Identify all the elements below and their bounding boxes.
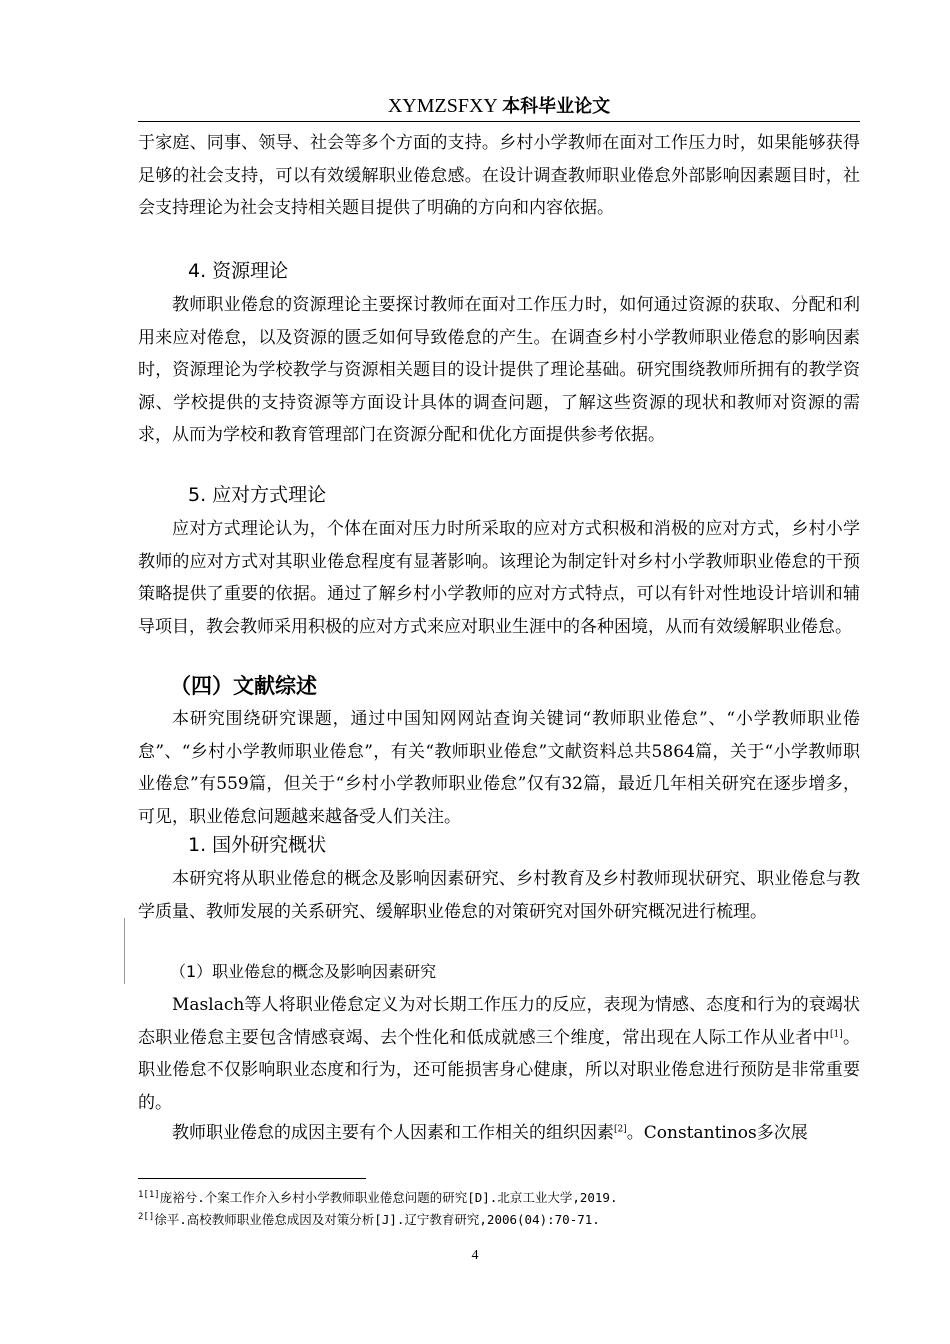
paragraph-causes-text: 教师职业倦怠的成因主要有个人因素和工作相关的组织因素	[172, 1123, 614, 1143]
paragraph-coping-theory: 应对方式理论认为，个体在面对压力时所采取的应对方式积极和消极的应对方式，乡村小学教师的应对方式对其职业倦怠程度有显著影响。该理论为制定针对乡村小学教师职业倦怠的干预策略提供了重要的依据。通过了解乡村小学教师的应对方式特点，可以有针对性地设计培训和辅导项目，教会教师采用积极的应对方式来应对职业生涯中的各种困境，从而有效缓解职业倦怠。	[138, 519, 860, 637]
footnote-1-text: 庞裕兮.个案工作介入乡村小学教师职业倦怠问题的研究[D].北京工业大学,2019.	[159, 1190, 618, 1205]
heading-coping-theory: 5. 应对方式理论	[188, 484, 327, 506]
paragraph-social-support: 于家庭、同事、领导、社会等多个方面的支持。乡村小学教师在面对工作压力时，如果能够获得足够的社会支持，可以有效缓解职业倦怠感。在设计调查教师职业倦怠外部影响因素题目时，社会支持理论为社会支持相关题目提供了明确的方向和内容依据。	[138, 133, 860, 219]
subheading-concept-factors: （1）职业倦怠的概念及影响因素研究	[170, 962, 437, 981]
footnote-1	[138, 1189, 860, 1207]
paragraph-causes	[138, 1117, 860, 1150]
footnote-1-mark: 1[1]	[138, 1189, 160, 1200]
page-header	[138, 92, 860, 121]
paragraph-resource-theory: 教师职业倦怠的资源理论主要探讨教师在面对工作压力时，如何通过资源的获取、分配和利用来应对倦怠，以及资源的匮乏如何导致倦怠的产生。在调查乡村小学教师职业倦怠的影响因素时，资源理论为学校教学与资源相关题目的设计提供了理论基础。研究围绕教师所拥有的教学资源、学校提供的支持资源等方面设计具体的调查问题，了解这些资源的现状和教师对资源的需求，从而为学校和教育管理部门在资源分配和优化方面提供参考依据。	[138, 295, 860, 446]
header-divider	[138, 121, 860, 122]
paragraph-foreign-research: 本研究将从职业倦怠的概念及影响因素研究、乡村教育及乡村教师现状研究、职业倦怠与教学质量、教师发展的关系研究、缓解职业倦怠的对策研究对国外研究概况进行梳理。	[138, 869, 860, 922]
footnote-2	[138, 1211, 860, 1229]
heading-resource-theory: 4. 资源理论	[188, 260, 289, 282]
section-heading-literature-review: （四）文献综述	[170, 674, 317, 698]
footnote-2-mark: 2[]	[138, 1211, 155, 1222]
footnote-2-text: 徐平.高校教师职业倦怠成因及对策分析[J].辽宁教育研究,2006(04):70-71.	[154, 1212, 600, 1227]
footnote-separator	[138, 1178, 366, 1179]
header-title: 本科毕业论文	[502, 96, 611, 117]
paragraph-maslach	[138, 989, 860, 1119]
paragraph-maslach-text: Maslach等人将职业倦怠定义为对长期工作压力的反应，表现为情感、态度和行为的衰竭状态职业倦怠主要包含情感衰竭、去个性化和低成就感三个维度，常出现在人际工作从业者中	[138, 995, 860, 1048]
heading-foreign-research: 1. 国外研究概状	[188, 834, 327, 856]
citation-1[interactable]: [1]	[829, 1028, 843, 1039]
paragraph-literature-review: 本研究围绕研究课题，通过中国知网网站查询关键词“教师职业倦怠”、“小学教师职业倦怠”、“乡村小学教师职业倦怠”，有关“教师职业倦怠”文献资料总共5864篇，关于“小学教师职业倦怠”有559篇，但关于“乡村小学教师职业倦怠”仅有32篇，最近几年相关研究在逐步增多，可见，职业倦怠问题越来越备受人们关注。	[138, 709, 860, 827]
page-number: 4	[471, 1248, 479, 1263]
header-code: XYMZSFXY	[387, 95, 498, 117]
citation-2[interactable]: [2]	[614, 1124, 627, 1135]
paragraph-maslach-text-continued: 。职业倦怠不仅影响职业态度和行为，还可能损害身心健康，所以对职业倦怠进行预防是非常重要的。	[138, 1027, 861, 1113]
margin-marker	[124, 918, 125, 984]
paragraph-causes-text-continued: 。Constantinos多次展	[626, 1123, 808, 1143]
